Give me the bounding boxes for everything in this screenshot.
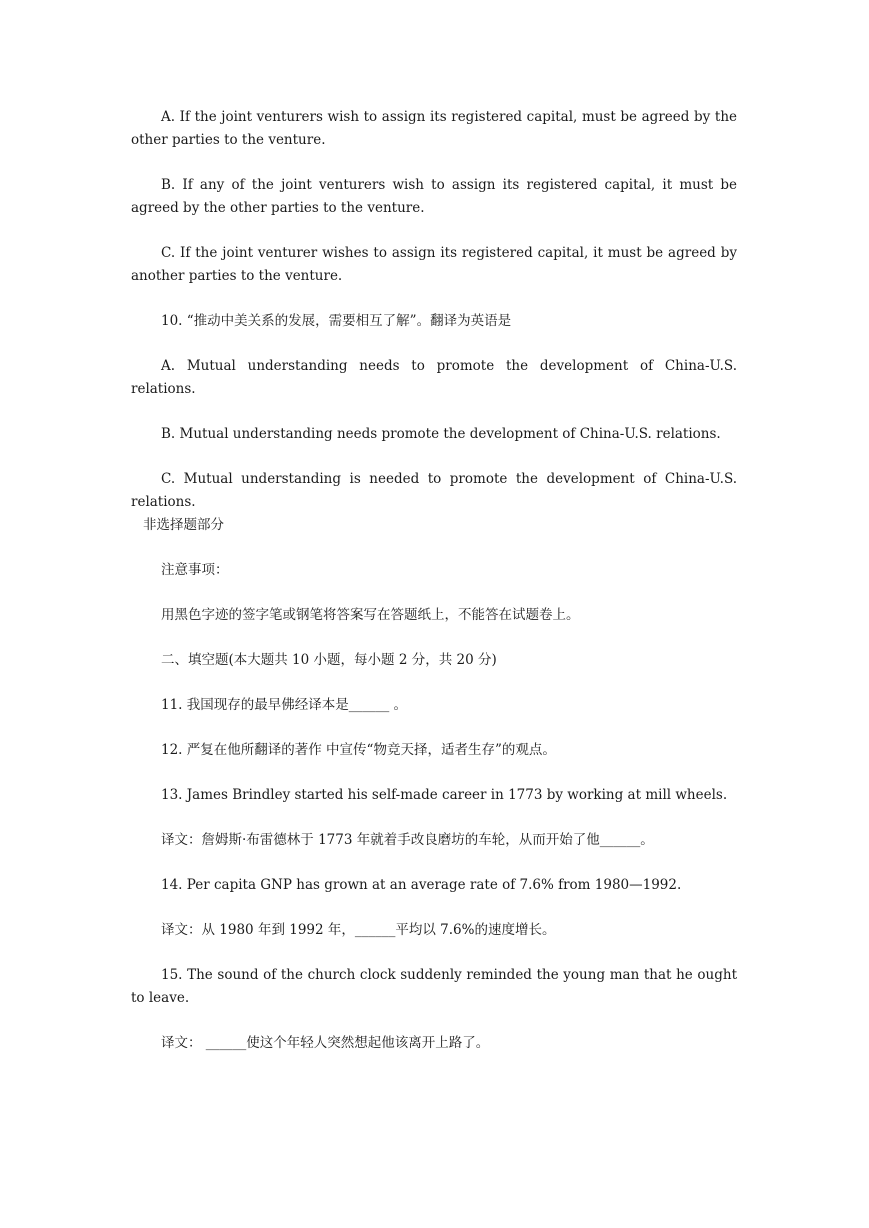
option-9c: C. If the joint venturer wishes to assign its registered capital, it must be agreed by another parties to the venture. — [131, 245, 737, 284]
question-12: 12. 严复在他所翻译的著作 中宣传“物竞天择，适者生存”的观点。 — [161, 742, 556, 758]
option-9a: A. If the joint venturers wish to assign its registered capital, must be agreed by the other parties to the venture. — [131, 109, 737, 148]
translation-13: 译文：詹姆斯·布雷德林于 1773 年就着手改良磨坊的车轮，从而开始了他______。 — [161, 832, 654, 848]
question-13: 13. James Brindley started his self-made career in 1773 by working at mill wheels. — [161, 787, 728, 803]
translation-14: 译文：从 1980 年到 1992 年，______平均以 7.6%的速度增长。 — [161, 922, 556, 938]
option-10a: A. Mutual understanding needs to promote the development of China-U.S. relations. — [131, 358, 737, 397]
question-15: 15. The sound of the church clock suddenly reminded the young man that he ought to leave. — [131, 967, 737, 1006]
option-10b: B. Mutual understanding needs promote the development of China-U.S. relations. — [161, 426, 721, 442]
option-9b: B. If any of the joint venturers wish to assign its registered capital, it must be agreed by the other parties to the venture. — [131, 177, 737, 216]
question-14: 14. Per capita GNP has grown at an average rate of 7.6% from 1980—1992. — [161, 877, 682, 893]
option-10c: C. Mutual understanding is needed to promote the development of China-U.S. relations. — [131, 471, 737, 510]
translation-15: 译文： ______使这个年轻人突然想起他该离开上路了。 — [161, 1035, 490, 1051]
document-page — [131, 106, 737, 1055]
question-10: 10. “推动中美关系的发展，需要相互了解”。翻译为英语是 — [161, 313, 512, 329]
notice-title: 注意事项： — [161, 562, 229, 578]
section-heading: 非选择题部分 — [143, 517, 224, 533]
question-11: 11. 我国现存的最早佛经译本是______ 。 — [161, 697, 408, 713]
notice-text: 用黑色字迹的签字笔或钢笔将答案写在答题纸上，不能答在试题卷上。 — [161, 607, 580, 623]
part-title: 二、填空题(本大题共 10 小题，每小题 2 分，共 20 分) — [161, 652, 497, 668]
